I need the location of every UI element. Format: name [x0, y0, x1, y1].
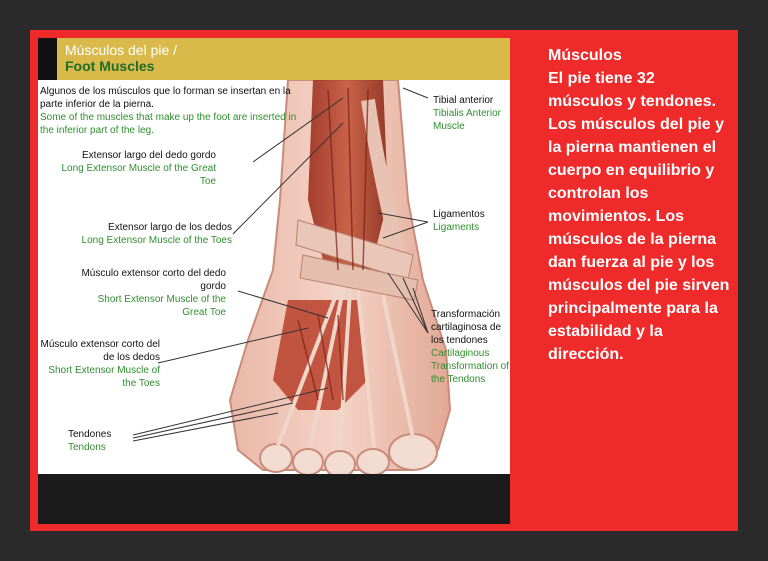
- intro-es: Algunos de los músculos que lo forman se insertan en la parte inferior de la pierna.: [40, 86, 291, 110]
- label-ligamentos: [433, 208, 508, 234]
- label-en: Long Extensor Muscle of the Great Toe: [61, 163, 216, 187]
- label-tendones: [68, 428, 148, 454]
- label-transformacion: [431, 308, 510, 386]
- label-en: Short Extensor Muscle of the Toes: [48, 365, 160, 389]
- figure-canvas: [38, 38, 510, 474]
- label-en: Long Extensor Muscle of the Toes: [81, 235, 232, 246]
- label-es: Extensor largo de los dedos: [108, 222, 232, 233]
- label-extensor-largo-dedos: [46, 221, 232, 247]
- intro-label: [40, 85, 302, 137]
- label-en: Short Extensor Muscle of the Great Toe: [97, 294, 226, 318]
- label-es: Transformación cartilaginosa de los tendones: [431, 309, 502, 346]
- label-extensor-corto-dedos: [40, 338, 160, 390]
- banner-strip: [38, 38, 57, 80]
- label-en: Ligaments: [433, 222, 480, 233]
- label-en: Tibialis Anterior Muscle: [433, 108, 501, 132]
- foot-illustration: [218, 80, 458, 474]
- label-es: Tendones: [68, 429, 112, 440]
- description-body: El pie tiene 32 músculos y tendones. Los músculos del pie y la pierna mantienen el cuerpo en equilibrio y controlan los movimientos. Los músculos de la pierna dan fuerza al pie y los músculos del pie sirven principalmente para la estabilidad y la dirección.: [548, 70, 730, 363]
- description-heading: Músculos: [548, 47, 622, 64]
- label-es: Tibial anterior: [433, 95, 494, 106]
- figure-title-en: Foot Muscles: [65, 58, 155, 74]
- figure-title-es: Músculos del pie /: [65, 42, 178, 58]
- foot-muscles-figure: [38, 38, 510, 524]
- label-es: Músculo extensor corto del dedo gordo: [81, 268, 226, 292]
- label-tibial-anterior: [433, 94, 508, 133]
- label-en: Cartilaginous Transformation of the Tendons: [431, 348, 509, 385]
- label-es: Ligamentos: [433, 209, 485, 220]
- label-en: Tendons: [68, 442, 106, 453]
- intro-en: Some of the muscles that make up the foot are inserted in the inferior part of the leg.: [40, 112, 297, 136]
- description-panel: [548, 44, 730, 366]
- label-es: Extensor largo del dedo gordo: [82, 150, 216, 161]
- slide: [30, 30, 738, 531]
- label-extensor-corto-dedo-gordo: [76, 267, 226, 319]
- figure-title-banner: [57, 38, 510, 80]
- label-es: Músculo extensor corto del de los dedos: [40, 339, 160, 363]
- label-extensor-largo-dedo-gordo: [56, 149, 216, 188]
